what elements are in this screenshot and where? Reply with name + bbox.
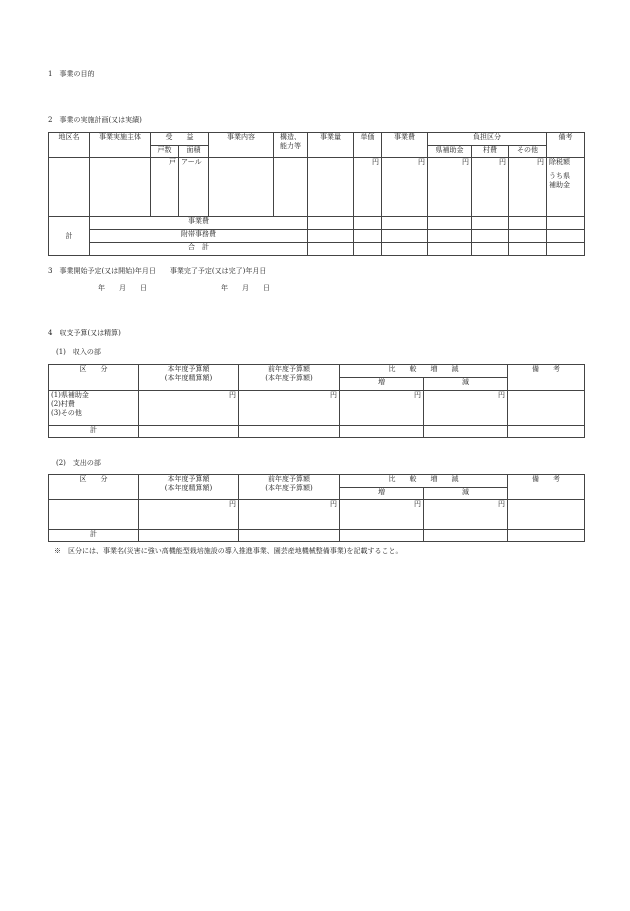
section-3-title: 3 事業開始予定(又は開始)年月日 事業完了予定(又は完了)年月日	[48, 267, 267, 275]
income-item-other: (3)その他	[51, 409, 82, 417]
header-area: 地区名	[49, 133, 90, 158]
expense-items	[49, 500, 139, 530]
expense-increase-yen: 円	[340, 500, 424, 530]
expense-header-remarks: 備 考	[508, 475, 585, 500]
unit-cost-yen: 円	[382, 158, 428, 217]
unit-pref-yen: 円	[428, 158, 472, 217]
income-header-remarks: 備 考	[508, 365, 585, 391]
income-item-pref: (1)県補助金	[51, 391, 89, 399]
expense-prev-year-line1: 前年度予算額	[268, 475, 310, 483]
remarks-line1: 除税額	[549, 158, 570, 166]
unit-village-yen: 円	[472, 158, 509, 217]
expense-title: (2) 支出の部	[56, 459, 101, 467]
remarks-line2: うち県	[549, 172, 570, 180]
header-share: 負担区分	[428, 133, 547, 146]
cell-remarks	[547, 158, 585, 217]
plan-table	[48, 132, 585, 256]
expense-header-decrease: 減	[424, 488, 508, 500]
cell-content	[209, 158, 274, 217]
unit-are: アール	[179, 158, 209, 217]
income-decrease-yen: 円	[424, 391, 508, 426]
unit-household: 戸	[151, 158, 179, 217]
header-households: 戸数	[151, 146, 179, 158]
expense-header-increase: 増	[340, 488, 424, 500]
income-this-year-line1: 本年度予算額	[167, 365, 210, 373]
income-increase-yen: 円	[340, 391, 424, 426]
income-header-this-year	[139, 365, 239, 391]
header-cost: 事業費	[382, 133, 428, 158]
income-header-prev-year	[239, 365, 340, 391]
income-total-label: 計	[49, 426, 139, 438]
income-remarks	[508, 391, 585, 426]
header-quantity: 事業量	[308, 133, 354, 158]
income-prev-year-yen: 円	[239, 391, 340, 426]
start-date: 年 月 日	[98, 284, 147, 292]
income-title: (1) 収入の部	[56, 348, 101, 356]
expense-header-this-year	[139, 475, 239, 500]
cell-entity	[90, 158, 151, 217]
row-project-cost: 事業費	[90, 217, 308, 230]
cell-area	[49, 158, 90, 217]
header-pref-subsidy: 県補助金	[428, 146, 472, 158]
income-prev-year-line2: (本年度予算額)	[265, 374, 313, 382]
unit-unitprice-yen: 円	[354, 158, 382, 217]
header-structure-line2: 能力等	[280, 142, 301, 150]
row-grand-total: 合 計	[90, 243, 308, 256]
income-header-compare: 比 較 増 減	[340, 365, 508, 378]
end-date: 年 月 日	[221, 284, 270, 292]
expense-remarks	[508, 500, 585, 530]
income-table	[48, 364, 585, 438]
expense-header-prev-year	[239, 475, 340, 500]
row-office-cost: 附帯事務費	[90, 230, 308, 243]
expense-prev-year-line2: (本年度予算額)	[265, 484, 313, 492]
expense-total-label: 計	[49, 530, 139, 542]
income-this-year-line2: (本年度精算額)	[164, 374, 213, 382]
income-this-year-yen: 円	[139, 391, 239, 426]
header-remarks: 備考	[547, 133, 585, 158]
expense-header-category: 区 分	[49, 475, 139, 500]
header-village-cost: 村費	[472, 146, 509, 158]
footnote: ※ 区分には、事業名(災害に強い高機能型栽培施設の導入推進事業、園芸産地機械整備事業)を記載すること。	[54, 547, 403, 555]
header-other: その他	[509, 146, 547, 158]
income-items	[49, 391, 139, 426]
income-header-increase: 増	[340, 378, 424, 391]
expense-this-year-line2: (本年度精算額)	[164, 484, 213, 492]
header-structure-line1: 構造、	[280, 133, 301, 141]
remarks-line3: 補助金	[549, 181, 570, 189]
income-item-village: (2)村費	[51, 400, 75, 408]
cell-structure	[274, 158, 308, 217]
section-2-title: 2 事業の実施計画(又は実績)	[48, 116, 142, 124]
header-beneficiary: 受 益	[151, 133, 209, 146]
expense-header-compare: 比 較 増 減	[340, 475, 508, 488]
section-1-title: 1 事業の目的	[48, 70, 95, 78]
header-structure	[274, 133, 308, 158]
expense-decrease-yen: 円	[424, 500, 508, 530]
expense-this-year-yen: 円	[139, 500, 239, 530]
expense-prev-year-yen: 円	[239, 500, 340, 530]
total-label: 計	[49, 217, 90, 256]
header-acreage: 面積	[179, 146, 209, 158]
header-content: 事業内容	[209, 133, 274, 158]
expense-this-year-line1: 本年度予算額	[167, 475, 210, 483]
cell-quantity	[308, 158, 354, 217]
income-header-decrease: 減	[424, 378, 508, 391]
header-entity: 事業実施主体	[90, 133, 151, 158]
header-unitprice: 単価	[354, 133, 382, 158]
unit-other-yen: 円	[509, 158, 547, 217]
income-prev-year-line1: 前年度予算額	[268, 365, 310, 373]
income-header-category: 区 分	[49, 365, 139, 391]
section-4-title: 4 収支予算(又は精算)	[48, 329, 121, 337]
expense-table	[48, 474, 585, 542]
